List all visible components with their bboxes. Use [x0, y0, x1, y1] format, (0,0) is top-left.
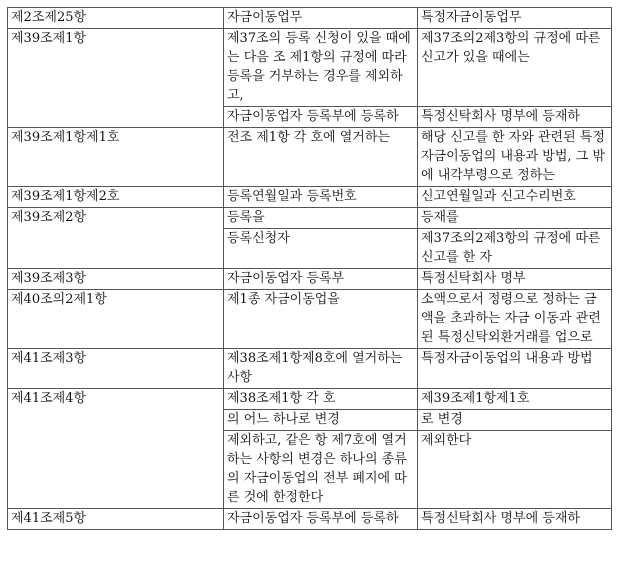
specified-transfer-cell: 제37조의2제3항의 규정에 따른 신고가 있을 때에는 [418, 29, 612, 107]
specified-transfer-cell: 신고연월일과 신고수리번호 [418, 187, 612, 208]
article-cell: 제41조제5항 [8, 509, 224, 530]
article-cell: 제39조제2항 [8, 208, 224, 269]
specified-transfer-cell: 특정신탁회사 명부에 등재하 [418, 509, 612, 530]
fund-transfer-cell: 전조 제1항 각 호에 열거하는 [224, 128, 418, 187]
specified-transfer-cell: 제외한다 [418, 431, 612, 509]
fund-transfer-cell: 등록을 [224, 208, 418, 229]
header-row [8, 8, 612, 29]
specified-transfer-cell: 등재를 [418, 208, 612, 229]
fund-transfer-cell: 등록신청자 [224, 229, 418, 269]
fund-transfer-cell: 제38조제1항제8호에 열거하는 사항 [224, 349, 418, 389]
specified-transfer-cell: 해당 신고를 한 자와 관련된 특정자금이동업의 내용과 방법, 그 밖에 내각부령으로 정하는 [418, 128, 612, 187]
article-cell: 제41조제4항 [8, 389, 224, 509]
fund-transfer-cell: 제외하고, 같은 항 제7호에 열거하는 사항의 변경은 하나의 종류의 자금이동업의 전부 폐지에 따른 것에 한정한다 [224, 431, 418, 509]
article-cell: 제40조의2제1항 [8, 290, 224, 349]
article-cell: 제39조제3항 [8, 269, 224, 290]
fund-transfer-cell: 제1종 자금이동업을 [224, 290, 418, 349]
specified-transfer-cell: 제37조의2제3항의 규정에 따른 신고를 한 자 [418, 229, 612, 269]
article-cell: 제39조제1항제1호 [8, 128, 224, 187]
fund-transfer-cell: 자금이동업자 등록부 [224, 269, 418, 290]
provision-table [7, 7, 612, 530]
table-row [8, 290, 612, 349]
table-row [8, 208, 612, 229]
article-cell: 제41조제3항 [8, 349, 224, 389]
fund-transfer-cell: 제38조제1항 각 호 [224, 389, 418, 410]
specified-transfer-cell: 특정신탁회사 명부 [418, 269, 612, 290]
article-cell: 제39조제1항제2호 [8, 187, 224, 208]
fund-transfer-cell: 의 어느 하나로 변경 [224, 410, 418, 431]
fund-transfer-cell: 자금이동업자 등록부에 등록하 [224, 509, 418, 530]
table-row [8, 29, 612, 107]
table-row [8, 269, 612, 290]
table-row [8, 187, 612, 208]
specified-transfer-cell: 제39조제1항제1호 [418, 389, 612, 410]
header-fund-transfer: 자금이동업무 [224, 8, 418, 29]
specified-transfer-cell: 특정자금이동업의 내용과 방법 [418, 349, 612, 389]
fund-transfer-cell: 제37조의 등록 신청이 있을 때에는 다음 조 제1항의 규정에 따라 등록을 거부하는 경우를 제외하고, [224, 29, 418, 107]
specified-transfer-cell: 특정신탁회사 명부에 등재하 [418, 107, 612, 128]
table-row [8, 509, 612, 530]
header-article: 제2조제25항 [8, 8, 224, 29]
fund-transfer-cell: 자금이동업자 등록부에 등록하 [224, 107, 418, 128]
table-row [8, 389, 612, 410]
specified-transfer-cell: 소액으로서 정령으로 정하는 금액을 초과하는 자금 이동과 관련된 특정신탁외환거래를 업으로 [418, 290, 612, 349]
table-row [8, 128, 612, 187]
header-specified-fund-transfer: 특정자금이동업무 [418, 8, 612, 29]
specified-transfer-cell: 로 변경 [418, 410, 612, 431]
article-cell: 제39조제1항 [8, 29, 224, 128]
fund-transfer-cell: 등록연월일과 등록번호 [224, 187, 418, 208]
table-row [8, 349, 612, 389]
